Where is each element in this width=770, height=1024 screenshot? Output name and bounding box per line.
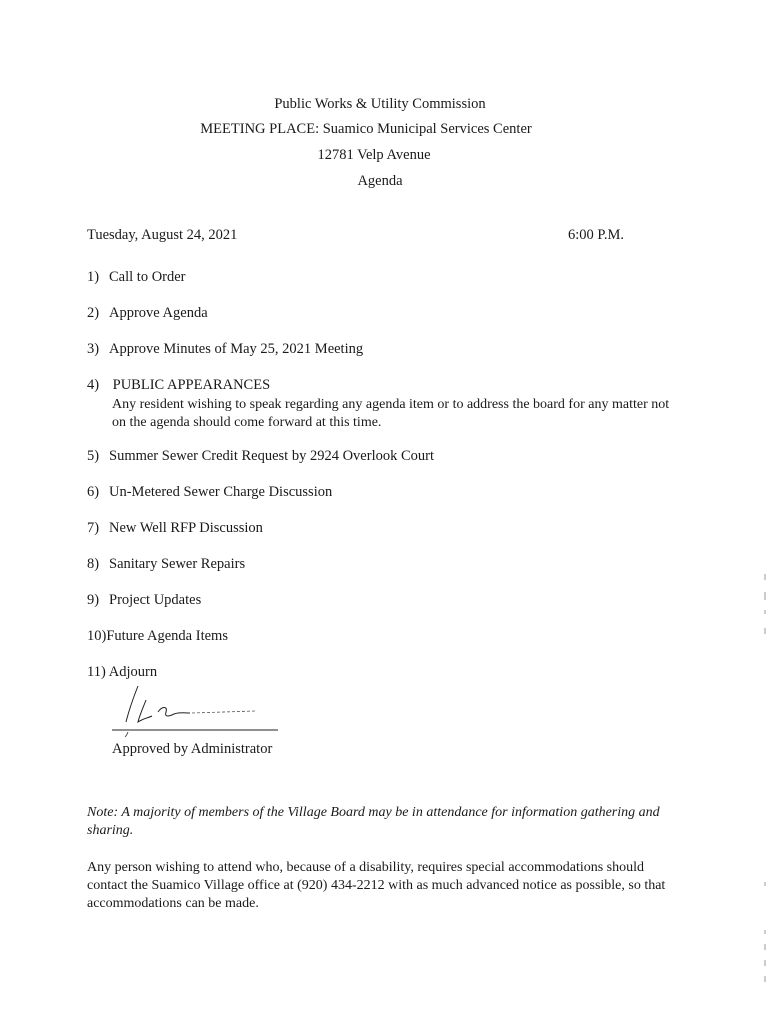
item-number: 3) [87, 341, 100, 357]
item-label: Adjourn [108, 664, 158, 680]
agenda-item [87, 377, 270, 394]
agenda-item [87, 448, 434, 465]
item-number: 9) [87, 592, 100, 608]
agenda-item [87, 592, 201, 609]
meeting-address: 12781 Velp Avenue [317, 147, 431, 163]
signature-label: Approved by Administrator [112, 741, 273, 757]
item-description: Any resident wishing to speak regarding any agenda item or to address the board for any matter not on the agenda should come forward at this time. [112, 397, 670, 430]
accommodations-notice: Any person wishing to attend who, because of a disability, requires special accommodations should contact the Suamico Village office at (920) 434-2212 with as much advanced notice as possible, so that accommodations can be made. [87, 860, 666, 911]
meeting-time: 6:00 P.M. [568, 227, 625, 243]
administrator-signature [110, 678, 280, 738]
agenda-heading: Agenda [357, 173, 403, 189]
meeting-date: Tuesday, August 24, 2021 [87, 227, 238, 243]
agenda-item [87, 305, 208, 322]
board-attendance-note: Note: A majority of members of the Village Board may be in attendance for information gathering and sharing. [87, 805, 660, 838]
item-label: PUBLIC APPEARANCES [109, 377, 271, 393]
item-label: Future Agenda Items [106, 628, 228, 644]
item-label: Sanitary Sewer Repairs [109, 556, 246, 572]
meeting-place: MEETING PLACE: Suamico Municipal Services Center [200, 121, 532, 137]
item-number: 5) [87, 448, 100, 464]
item-label: Approve Agenda [109, 305, 208, 321]
item-number: 1) [87, 269, 100, 285]
agenda-item [87, 520, 263, 537]
item-number: 11) [87, 664, 106, 680]
item-label: Approve Minutes of May 25, 2021 Meeting [109, 341, 364, 357]
agenda-item [87, 628, 228, 645]
item-number: 8) [87, 556, 100, 572]
agenda-item [87, 341, 363, 358]
commission-title: Public Works & Utility Commission [274, 96, 486, 112]
agenda-item [87, 556, 245, 573]
item-number: 4) [87, 377, 100, 393]
item-number: 2) [87, 305, 100, 321]
scan-margin-marks [762, 570, 768, 990]
item-number: 6) [87, 484, 100, 500]
item-number: 10) [87, 628, 107, 644]
item-label: New Well RFP Discussion [109, 520, 263, 536]
item-label: Summer Sewer Credit Request by 2924 Overlook Court [109, 448, 434, 464]
item-label: Project Updates [109, 592, 202, 608]
item-number: 7) [87, 520, 100, 536]
agenda-item [87, 484, 332, 501]
item-label: Un-Metered Sewer Charge Discussion [109, 484, 333, 500]
agenda-item [87, 269, 186, 286]
item-label: Call to Order [109, 269, 186, 285]
